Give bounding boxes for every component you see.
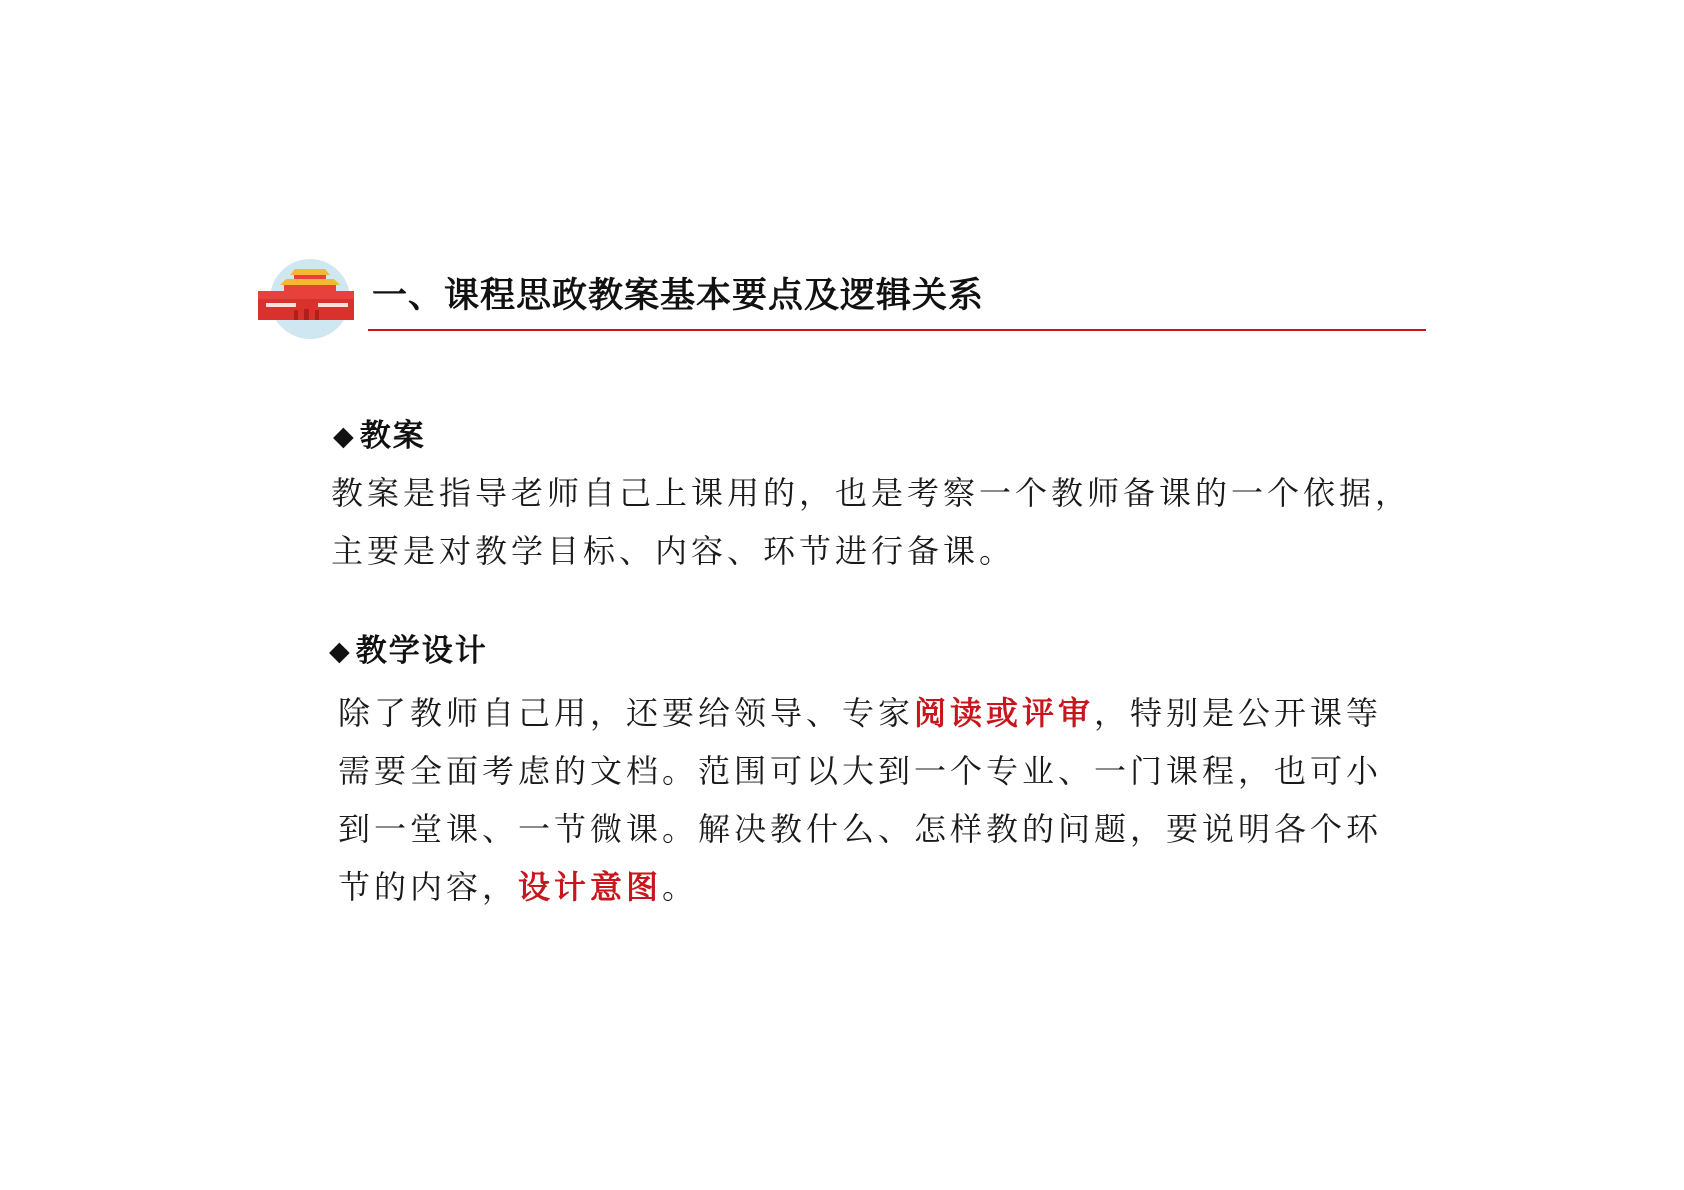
teaching-design-line-3: 到一堂课、一节微课。解决教什么、怎样教的问题，要说明各个环 [338,810,1383,848]
lesson-plan-heading-text: 教案 [359,418,426,454]
line-1-text-before: 除了教师自己用，还要给领导、专家 [338,694,915,732]
highlight-design-intent: 设计意图 [518,868,663,906]
teaching-design-heading-text: 教学设计 [355,633,488,669]
line-4-text-before: 节的内容， [338,868,519,906]
title-underline [368,329,1426,331]
diamond-bullet-icon: ◆ [329,636,352,667]
lesson-plan-heading [333,416,426,457]
tiananmen-icon [258,258,354,340]
lesson-plan-line-2: 主要是对教学目标、内容、环节进行备课。 [331,532,1016,570]
line-1-text-after: ，特别是公开课等 [1094,694,1383,732]
teaching-design-line-4 [338,858,1382,916]
lesson-plan-line-1: 教案是指导老师自己上课用的，也是考察一个教师备课的一个依据， [331,474,1412,512]
teaching-design-paragraph [338,684,1382,916]
lesson-plan-paragraph [331,464,1411,580]
teaching-design-line-1 [338,684,1382,742]
teaching-design-heading [329,631,488,672]
section-title: 一、课程思政教案基本要点及逻辑关系 [372,276,985,316]
teaching-design-line-2: 需要全面考虑的文档。范围可以大到一个专业、一门课程，也可小 [338,752,1383,790]
diamond-bullet-icon: ◆ [333,421,356,452]
line-4-text-after: 。 [662,868,699,906]
highlight-read-or-review: 阅读或评审 [914,694,1095,732]
